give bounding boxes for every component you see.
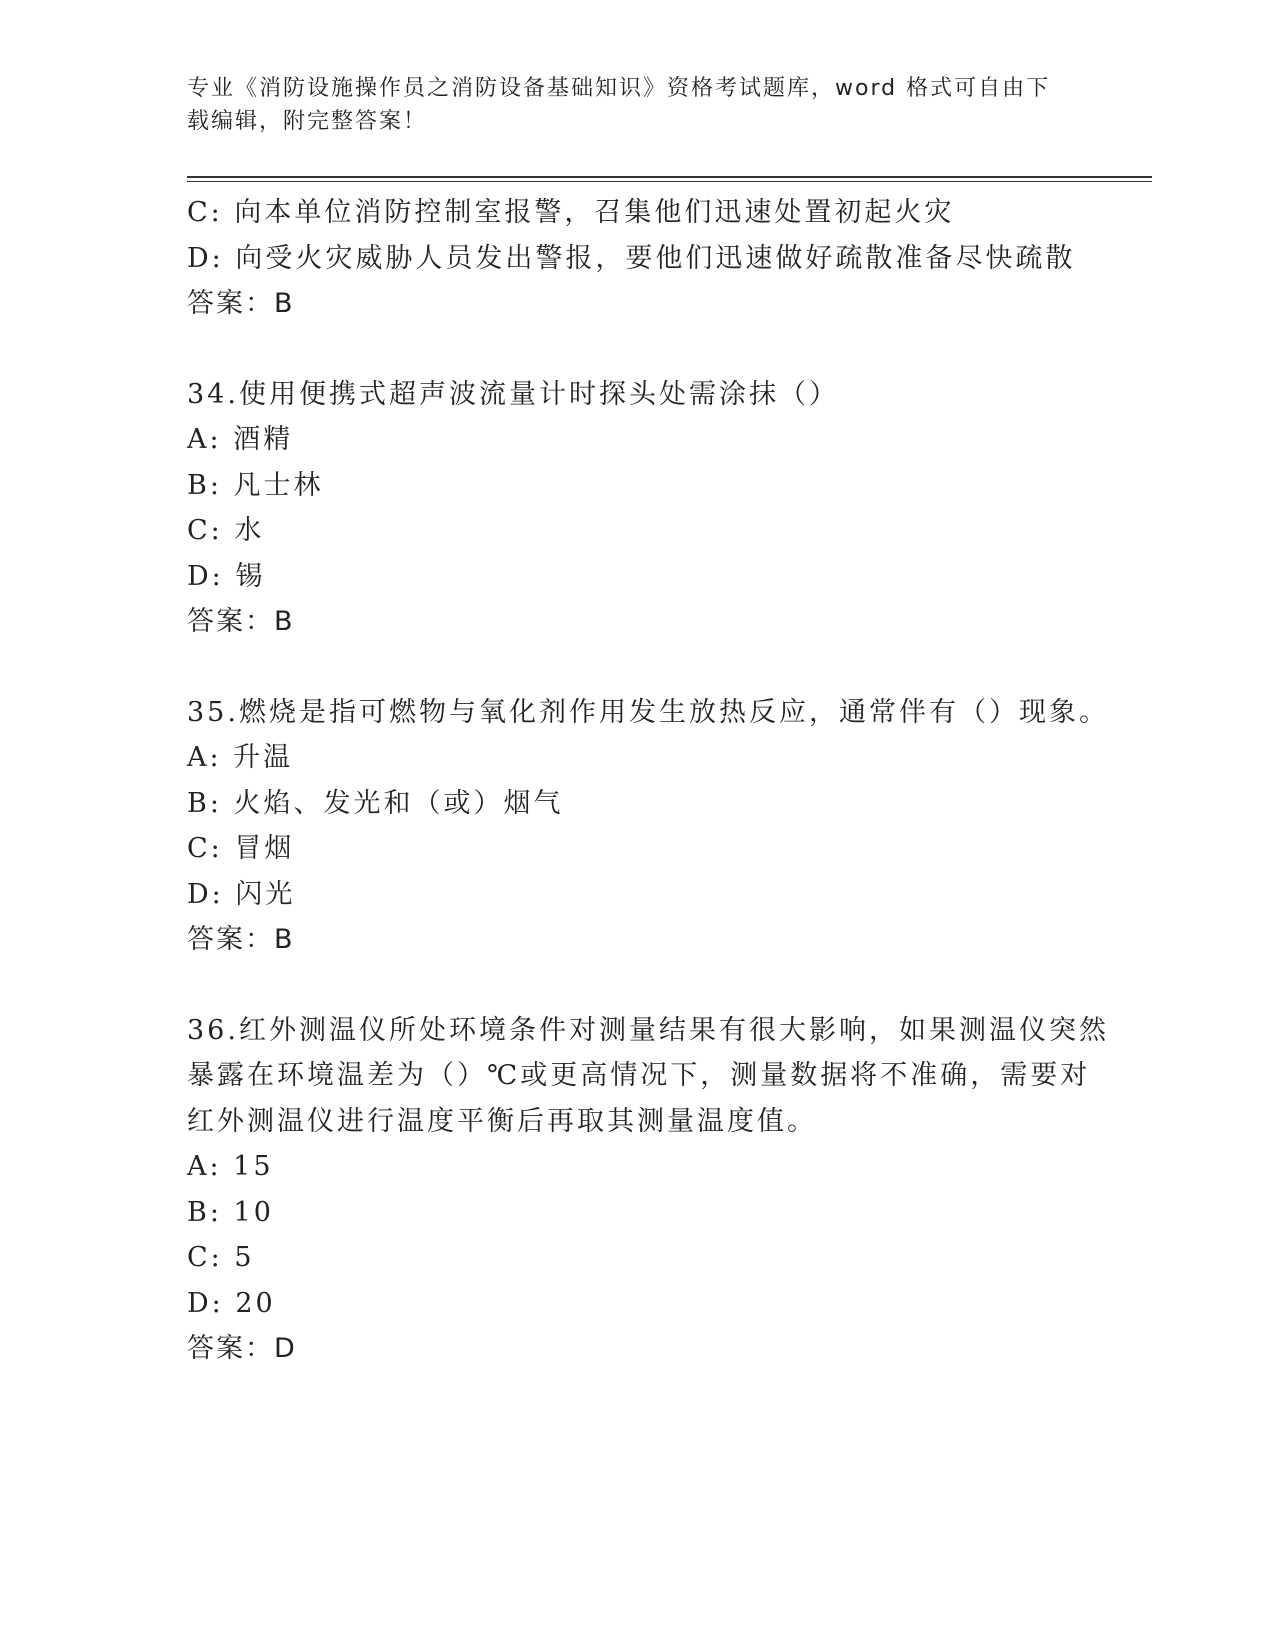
option-b: B: 10 (187, 1196, 274, 1228)
document-header: 专业《消防设施操作员之消防设备基础知识》资格考试题库，word 格式可自由下载编辑，附完整答案！ (187, 76, 1051, 134)
option-b: B: 凡士林 (187, 469, 324, 501)
option-c: C: 水 (187, 515, 265, 546)
option-d: D: 向受火灾威胁人员发出警报，要他们迅速做好疏散准备尽快疏散 (187, 242, 1076, 274)
question-stem-line-2: 暴露在环境温差为（）℃或更高情况下，测量数据将不准确，需要对 (187, 1060, 1091, 1091)
question-34 (187, 372, 1087, 645)
question-stem-line-1: 36.红外测温仪所处环境条件对测量结果有很大影响，如果测温仪突然 (187, 1014, 1109, 1046)
option-c: C: 冒烟 (187, 833, 295, 864)
header-divider-thick (187, 176, 1152, 178)
answer-line: 答案：B (187, 288, 295, 319)
question-stem: 35.燃烧是指可燃物与氧化剂作用发生放热反应，通常伴有（）现象。 (187, 696, 1109, 728)
spacer (187, 327, 1087, 372)
option-d: D: 20 (187, 1287, 276, 1319)
option-a: A: 升温 (187, 742, 294, 773)
option-c: C: 向本单位消防控制室报警，召集他们迅速处置初起火灾 (187, 197, 955, 228)
question-content (187, 190, 1109, 1372)
spacer (187, 963, 1087, 1008)
question-36 (187, 1008, 1109, 1372)
option-a: A: 酒精 (187, 424, 294, 455)
question-stem-line-3: 红外测温仪进行温度平衡后再取其测量温度值。 (187, 1105, 817, 1137)
spacer (187, 645, 1087, 690)
question-stem: 34.使用便携式超声波流量计时探头处需涂抹（） (187, 378, 839, 410)
question-35 (187, 690, 1109, 963)
header-divider-thin (187, 181, 1152, 182)
option-d: D: 闪光 (187, 878, 296, 910)
answer-line: 答案：D (187, 1333, 297, 1364)
option-b: B: 火焰、发光和（或）烟气 (187, 787, 564, 819)
question-33-continued (187, 190, 1087, 327)
answer-line: 答案：B (187, 606, 295, 637)
answer-line: 答案：B (187, 924, 295, 955)
option-d: D: 锡 (187, 560, 266, 592)
option-c: C: 5 (187, 1242, 255, 1273)
option-a: A: 15 (187, 1151, 274, 1182)
